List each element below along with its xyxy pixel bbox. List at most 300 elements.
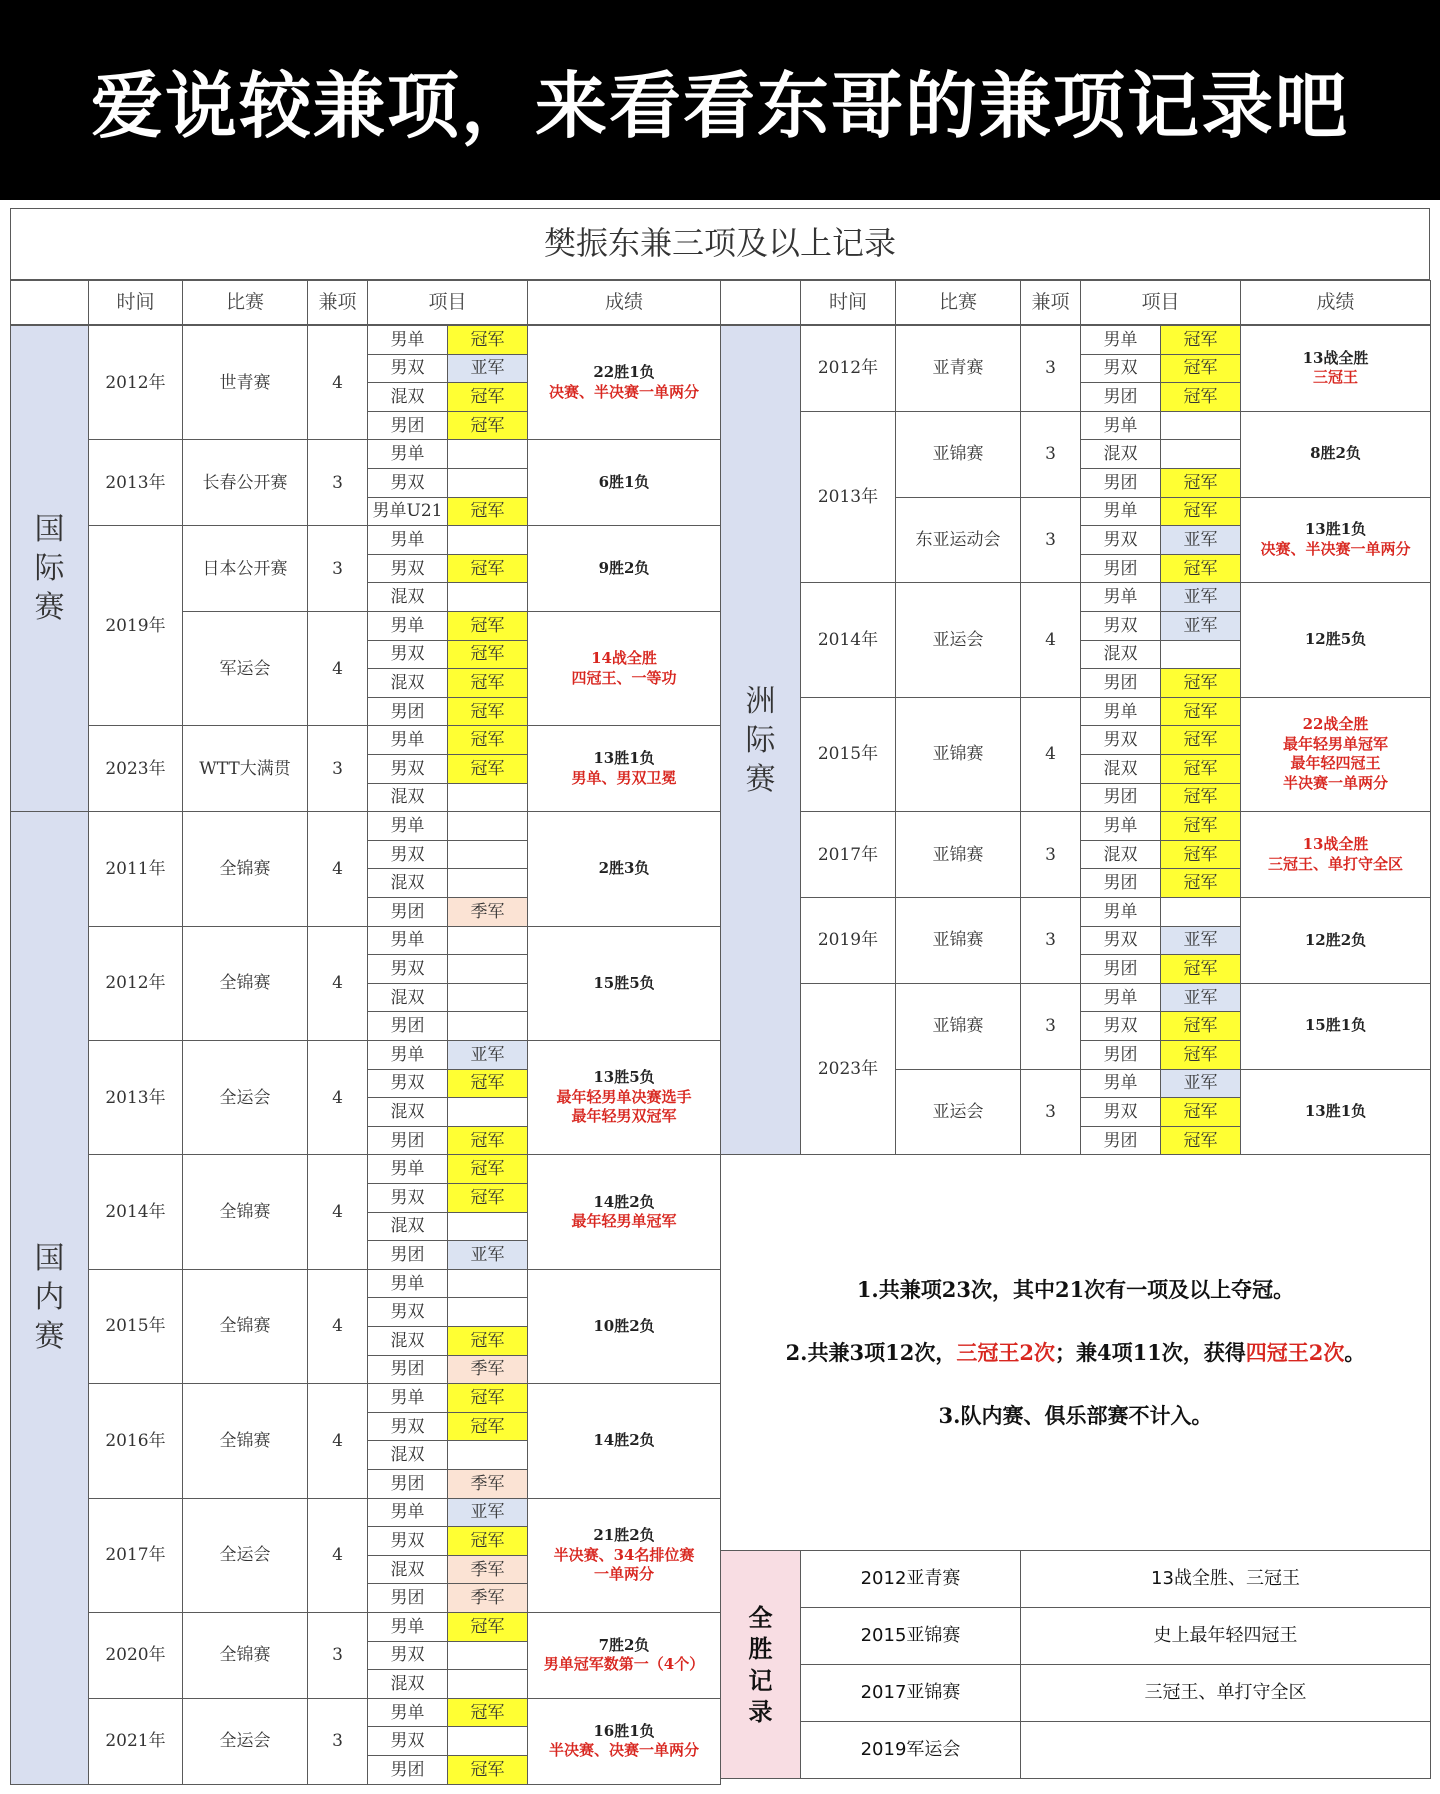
result-cell xyxy=(527,325,721,440)
medal-cell: 冠军 xyxy=(1160,1097,1241,1127)
event-name: 全运会 xyxy=(182,1040,308,1155)
medal-cell: 冠军 xyxy=(1160,668,1241,698)
section-char: 胜 xyxy=(748,1634,773,1664)
result-line: 16胜1负 xyxy=(593,1721,655,1740)
event-year: 2015年 xyxy=(88,1269,183,1384)
item-name: 混双 xyxy=(1080,640,1161,670)
medal-cell xyxy=(1160,411,1241,441)
result-line: 6胜1负 xyxy=(598,473,650,492)
event-year: 2015年 xyxy=(800,697,896,812)
event-year: 2017年 xyxy=(800,811,896,898)
medal-cell: 季军 xyxy=(447,1555,528,1585)
banner xyxy=(0,0,1440,200)
section-all-win xyxy=(720,1550,801,1779)
medal-cell: 冠军 xyxy=(447,1069,528,1099)
event-name: 全运会 xyxy=(182,1498,308,1613)
medal-cell: 冠军 xyxy=(1160,325,1241,355)
header-blank xyxy=(720,280,801,325)
summary-segment: 。 xyxy=(1344,1340,1366,1366)
record-sheet xyxy=(0,200,1440,1794)
medal-cell: 冠军 xyxy=(447,1383,528,1413)
all-win-record xyxy=(1020,1721,1431,1779)
section-char: 记 xyxy=(748,1665,773,1695)
medal-cell xyxy=(447,983,528,1013)
medal-cell xyxy=(447,1669,528,1699)
result-line: 半决赛、决赛一单两分 xyxy=(548,1741,699,1760)
summary-segment: 2.共兼3项12次， xyxy=(785,1340,957,1366)
medal-cell: 冠军 xyxy=(1160,783,1241,813)
event-year: 2016年 xyxy=(88,1383,183,1498)
result-cell xyxy=(1240,411,1431,498)
medal-cell xyxy=(447,1297,528,1327)
medal-cell: 冠军 xyxy=(1160,1040,1241,1070)
result-line: 15胜1负 xyxy=(1304,1016,1367,1035)
item-name: 男双 xyxy=(1080,611,1161,641)
item-name: 混双 xyxy=(367,983,448,1013)
all-win-record: 13战全胜、三冠王 xyxy=(1020,1550,1431,1608)
medal-cell: 冠军 xyxy=(1160,554,1241,584)
item-name: 男双 xyxy=(367,1641,448,1671)
result-line: 13战全胜 xyxy=(1302,835,1369,854)
item-count: 4 xyxy=(307,1383,368,1498)
event-name: 亚运会 xyxy=(895,1069,1021,1156)
item-name: 男单 xyxy=(367,611,448,641)
item-name: 男双 xyxy=(367,954,448,984)
medal-cell: 冠军 xyxy=(447,1154,528,1184)
medal-cell: 冠军 xyxy=(1160,725,1241,755)
medal-cell xyxy=(447,954,528,984)
section-char: 国 xyxy=(34,512,65,548)
medal-cell: 冠军 xyxy=(447,1183,528,1213)
event-name: 全锦赛 xyxy=(182,926,308,1041)
result-line: 21胜2负 xyxy=(593,1526,655,1545)
result-cell xyxy=(527,725,721,812)
medal-cell: 亚军 xyxy=(447,1040,528,1070)
result-line: 三冠王、单打守全区 xyxy=(1267,854,1403,873)
item-name: 混双 xyxy=(367,1669,448,1699)
item-count: 3 xyxy=(1020,1069,1081,1156)
item-name: 男双 xyxy=(367,640,448,670)
item-name: 混双 xyxy=(367,1555,448,1585)
result-line: 22战全胜 xyxy=(1302,715,1369,734)
result-line: 最年轻男单冠军 xyxy=(1282,734,1388,753)
event-name: 军运会 xyxy=(182,611,308,726)
medal-cell xyxy=(447,1641,528,1671)
medal-cell: 季军 xyxy=(447,1583,528,1613)
medal-cell xyxy=(447,926,528,956)
item-name: 男单 xyxy=(1080,811,1161,841)
result-cell xyxy=(527,1269,721,1384)
event-name: 全运会 xyxy=(182,1698,308,1785)
medal-cell xyxy=(447,783,528,813)
header-item: 项目 xyxy=(367,280,528,325)
result-line: 10胜2负 xyxy=(593,1316,655,1335)
item-name: 男单 xyxy=(1080,983,1161,1013)
item-count: 3 xyxy=(307,725,368,812)
medal-cell xyxy=(1160,897,1241,927)
event-year: 2023年 xyxy=(800,983,896,1156)
medal-cell xyxy=(447,840,528,870)
event-name: 全锦赛 xyxy=(182,1154,308,1269)
medal-cell xyxy=(447,1212,528,1242)
result-line: 15胜5负 xyxy=(593,973,655,992)
medal-cell xyxy=(447,811,528,841)
event-name: 亚运会 xyxy=(895,582,1021,697)
item-count: 4 xyxy=(307,1040,368,1155)
event-year: 2019年 xyxy=(800,897,896,984)
header-year: 时间 xyxy=(88,280,183,325)
item-count: 4 xyxy=(1020,582,1081,697)
result-line: 22胜1负 xyxy=(593,363,655,382)
medal-cell xyxy=(447,1726,528,1756)
medal-cell: 冠军 xyxy=(1160,840,1241,870)
result-line: 12胜2负 xyxy=(1304,930,1367,949)
medal-cell: 冠军 xyxy=(447,554,528,584)
medal-cell: 冠军 xyxy=(447,497,528,527)
item-count: 3 xyxy=(307,1698,368,1785)
summary-line xyxy=(857,1276,1294,1303)
result-cell xyxy=(527,611,721,726)
medal-cell: 冠军 xyxy=(447,1526,528,1556)
item-count: 3 xyxy=(1020,411,1081,498)
event-year: 2019年 xyxy=(88,525,183,726)
medal-cell: 冠军 xyxy=(1160,697,1241,727)
header-year: 时间 xyxy=(800,280,896,325)
item-name: 男双 xyxy=(367,1412,448,1442)
result-line: 最年轻男双冠军 xyxy=(571,1107,677,1126)
item-name: 男双 xyxy=(1080,725,1161,755)
event-name: 亚锦赛 xyxy=(895,897,1021,984)
result-line: 最年轻男单冠军 xyxy=(571,1212,677,1231)
section-char: 赛 xyxy=(745,761,776,797)
event-year: 2014年 xyxy=(88,1154,183,1269)
item-name: 混双 xyxy=(367,1326,448,1356)
event-year: 2011年 xyxy=(88,811,183,926)
item-name: 男单 xyxy=(367,926,448,956)
result-line: 男单、男双卫冕 xyxy=(571,768,677,787)
result-line: 7胜2负 xyxy=(598,1635,650,1654)
item-count: 4 xyxy=(307,1269,368,1384)
event-name: 全锦赛 xyxy=(182,811,308,926)
section-char: 赛 xyxy=(34,1319,65,1355)
item-name: 男团 xyxy=(1080,868,1161,898)
result-line: 14战全胜 xyxy=(591,649,657,668)
item-name: 男单 xyxy=(367,1612,448,1642)
item-name: 男单 xyxy=(1080,1069,1161,1099)
all-win-event: 2017亚锦赛 xyxy=(800,1664,1021,1722)
header-item: 项目 xyxy=(1080,280,1241,325)
summary-segment: ；兼4项11次，获得 xyxy=(1054,1340,1246,1366)
item-name: 男单 xyxy=(367,1154,448,1184)
item-name: 男单 xyxy=(367,1269,448,1299)
event-name: WTT大满贯 xyxy=(182,725,308,812)
event-year: 2017年 xyxy=(88,1498,183,1613)
item-count: 3 xyxy=(1020,811,1081,898)
event-name: 亚锦赛 xyxy=(895,983,1021,1070)
all-win-record: 史上最年轻四冠王 xyxy=(1020,1607,1431,1665)
item-count: 3 xyxy=(307,439,368,526)
item-name: 混双 xyxy=(1080,754,1161,784)
item-name: 男团 xyxy=(367,1469,448,1499)
event-name: 日本公开赛 xyxy=(182,525,308,612)
result-line: 最年轻四冠王 xyxy=(1290,754,1381,773)
item-name: 男单 xyxy=(1080,411,1161,441)
event-name: 长春公开赛 xyxy=(182,439,308,526)
item-name: 男团 xyxy=(367,697,448,727)
result-cell xyxy=(1240,325,1431,412)
summary-segment: 四冠王2次 xyxy=(1245,1340,1345,1366)
medal-cell: 冠军 xyxy=(1160,468,1241,498)
medal-cell xyxy=(447,1269,528,1299)
item-name: 男双 xyxy=(367,840,448,870)
medal-cell xyxy=(447,582,528,612)
item-name: 混双 xyxy=(367,1440,448,1470)
item-name: 男双 xyxy=(367,1297,448,1327)
result-cell xyxy=(1240,697,1431,812)
item-name: 男双 xyxy=(367,354,448,384)
event-name: 亚青赛 xyxy=(895,325,1021,412)
result-cell xyxy=(527,1040,721,1155)
section-char: 际 xyxy=(745,722,776,758)
medal-cell: 亚军 xyxy=(1160,525,1241,555)
item-name: 男双 xyxy=(367,1069,448,1099)
result-cell xyxy=(527,811,721,926)
summary-segment: 三冠王2次 xyxy=(956,1340,1055,1366)
result-line: 14胜2负 xyxy=(593,1192,655,1211)
medal-cell: 冠军 xyxy=(447,1326,528,1356)
all-win-event: 2019军运会 xyxy=(800,1721,1021,1779)
event-name: 全锦赛 xyxy=(182,1383,308,1498)
item-count: 4 xyxy=(307,926,368,1041)
medal-cell: 冠军 xyxy=(447,725,528,755)
item-name: 男团 xyxy=(367,1240,448,1270)
result-cell xyxy=(527,525,721,612)
item-name: 男团 xyxy=(367,1126,448,1156)
item-count: 4 xyxy=(307,325,368,440)
medal-cell: 冠军 xyxy=(447,325,528,355)
item-name: 男单 xyxy=(367,1040,448,1070)
result-cell xyxy=(1240,1069,1431,1156)
medal-cell: 季军 xyxy=(447,1355,528,1385)
section-char: 赛 xyxy=(34,590,65,626)
result-line: 13胜1负 xyxy=(1304,1102,1367,1121)
event-name: 世青赛 xyxy=(182,325,308,440)
header-blank xyxy=(10,280,89,325)
medal-cell: 季军 xyxy=(447,1469,528,1499)
medal-cell: 冠军 xyxy=(447,754,528,784)
medal-cell: 冠军 xyxy=(1160,868,1241,898)
medal-cell xyxy=(447,1097,528,1127)
result-line: 男单冠军数第一（4个） xyxy=(543,1655,705,1674)
item-name: 男单 xyxy=(1080,697,1161,727)
header-res: 成绩 xyxy=(527,280,721,325)
result-line: 13胜5负 xyxy=(593,1068,655,1087)
result-line: 12胜5负 xyxy=(1304,630,1367,649)
item-name: 男双 xyxy=(1080,354,1161,384)
header-ev: 比赛 xyxy=(182,280,308,325)
header-ev: 比赛 xyxy=(895,280,1021,325)
medal-cell: 亚军 xyxy=(1160,582,1241,612)
result-cell xyxy=(1240,582,1431,697)
result-cell xyxy=(527,1383,721,1498)
result-line: 8胜2负 xyxy=(1310,444,1361,463)
item-count: 3 xyxy=(307,525,368,612)
result-line: 决赛、半决赛一单两分 xyxy=(548,382,699,401)
event-year: 2013年 xyxy=(800,411,896,584)
item-name: 混双 xyxy=(367,868,448,898)
item-name: 男团 xyxy=(367,897,448,927)
result-cell xyxy=(527,1612,721,1699)
medal-cell: 冠军 xyxy=(447,1698,528,1728)
medal-cell: 冠军 xyxy=(447,411,528,441)
medal-cell: 亚军 xyxy=(447,354,528,384)
item-name: 男双 xyxy=(367,1726,448,1756)
result-line: 半决赛一单两分 xyxy=(1282,773,1388,792)
section-char: 内 xyxy=(34,1280,65,1316)
item-name: 男双 xyxy=(367,754,448,784)
medal-cell: 冠军 xyxy=(447,1126,528,1156)
item-name: 混双 xyxy=(1080,439,1161,469)
item-name: 男双 xyxy=(1080,1011,1161,1041)
item-name: 男团 xyxy=(1080,783,1161,813)
medal-cell xyxy=(447,525,528,555)
result-line: 一单两分 xyxy=(593,1565,654,1584)
item-count: 4 xyxy=(307,1498,368,1613)
item-name: 男单 xyxy=(367,1498,448,1528)
event-year: 2012年 xyxy=(88,926,183,1041)
section-char: 录 xyxy=(748,1696,773,1726)
event-year: 2014年 xyxy=(800,582,896,697)
result-line: 2胜3负 xyxy=(598,859,650,878)
medal-cell: 冠军 xyxy=(1160,1126,1241,1156)
result-cell xyxy=(1240,811,1431,898)
medal-cell: 冠军 xyxy=(447,697,528,727)
item-name: 男双 xyxy=(1080,525,1161,555)
medal-cell: 冠军 xyxy=(1160,382,1241,412)
medal-cell xyxy=(1160,640,1241,670)
result-cell xyxy=(527,926,721,1041)
medal-cell: 冠军 xyxy=(447,1755,528,1785)
item-name: 男团 xyxy=(1080,668,1161,698)
item-name: 混双 xyxy=(367,668,448,698)
result-line: 13胜1负 xyxy=(1304,520,1367,539)
item-count: 4 xyxy=(307,611,368,726)
header-cnt: 兼项 xyxy=(1020,280,1081,325)
event-year: 2013年 xyxy=(88,439,183,526)
event-year: 2021年 xyxy=(88,1698,183,1785)
item-name: 男单 xyxy=(367,811,448,841)
medal-cell: 冠军 xyxy=(447,640,528,670)
medal-cell: 冠军 xyxy=(1160,754,1241,784)
item-count: 3 xyxy=(1020,325,1081,412)
banner-title: 爱说较兼项，来看看东哥的兼项记录吧 xyxy=(90,64,1349,148)
result-cell xyxy=(1240,897,1431,984)
result-cell xyxy=(527,1498,721,1613)
result-line: 决赛、半决赛一单两分 xyxy=(1260,539,1411,558)
medal-cell: 亚军 xyxy=(1160,926,1241,956)
event-year: 2013年 xyxy=(88,1040,183,1155)
medal-cell: 亚军 xyxy=(447,1498,528,1528)
medal-cell: 冠军 xyxy=(447,1412,528,1442)
result-cell xyxy=(1240,983,1431,1070)
section-char: 国 xyxy=(34,1241,65,1277)
medal-cell: 冠军 xyxy=(447,382,528,412)
item-name: 男单 xyxy=(1080,497,1161,527)
item-name: 男团 xyxy=(1080,554,1161,584)
medal-cell: 亚军 xyxy=(1160,983,1241,1013)
summary-segment: 3.队内赛、俱乐部赛不计入。 xyxy=(938,1403,1213,1429)
item-name: 男双 xyxy=(367,1526,448,1556)
item-name: 男团 xyxy=(1080,382,1161,412)
medal-cell: 冠军 xyxy=(447,1612,528,1642)
item-name: 男双 xyxy=(1080,926,1161,956)
item-name: 混双 xyxy=(367,382,448,412)
medal-cell: 亚军 xyxy=(1160,1069,1241,1099)
item-name: 男双 xyxy=(367,554,448,584)
item-name: 男单 xyxy=(1080,582,1161,612)
item-name: 男单 xyxy=(367,325,448,355)
event-name: 亚锦赛 xyxy=(895,811,1021,898)
item-name: 男团 xyxy=(1080,954,1161,984)
all-win-record: 三冠王、单打守全区 xyxy=(1020,1664,1431,1722)
event-year: 2020年 xyxy=(88,1612,183,1699)
item-name: 男单 xyxy=(367,725,448,755)
item-name: 男单 xyxy=(1080,897,1161,927)
medal-cell xyxy=(447,1011,528,1041)
result-line: 13战全胜 xyxy=(1302,348,1369,367)
summary-line xyxy=(786,1339,1366,1366)
item-name: 男团 xyxy=(367,1011,448,1041)
medal-cell: 亚军 xyxy=(1160,611,1241,641)
result-cell xyxy=(527,439,721,526)
medal-cell xyxy=(447,1440,528,1470)
medal-cell: 冠军 xyxy=(1160,954,1241,984)
medal-cell xyxy=(447,439,528,469)
item-count: 3 xyxy=(307,1612,368,1699)
summary-notes xyxy=(720,1154,1431,1551)
item-name: 男团 xyxy=(367,411,448,441)
section-char: 洲 xyxy=(745,683,776,719)
item-name: 混双 xyxy=(1080,840,1161,870)
item-count: 3 xyxy=(1020,897,1081,984)
header-cnt: 兼项 xyxy=(307,280,368,325)
event-name: 全锦赛 xyxy=(182,1612,308,1699)
item-name: 男双 xyxy=(367,1183,448,1213)
section-domestic xyxy=(10,811,89,1784)
event-year: 2023年 xyxy=(88,725,183,812)
header-res: 成绩 xyxy=(1240,280,1431,325)
item-name: 男团 xyxy=(1080,1040,1161,1070)
event-name: 亚锦赛 xyxy=(895,697,1021,812)
section-continental xyxy=(720,325,801,1155)
item-name: 男团 xyxy=(367,1355,448,1385)
event-year: 2012年 xyxy=(800,325,896,412)
result-line: 13胜1负 xyxy=(593,749,655,768)
result-cell xyxy=(527,1698,721,1785)
medal-cell: 冠军 xyxy=(1160,811,1241,841)
item-name: 男单 xyxy=(367,1383,448,1413)
item-name: 男双 xyxy=(1080,1097,1161,1127)
item-name: 男单 xyxy=(367,1698,448,1728)
item-name: 男单 xyxy=(367,525,448,555)
item-name: 混双 xyxy=(367,582,448,612)
table-title: 樊振东兼三项及以上记录 xyxy=(10,208,1430,280)
item-count: 3 xyxy=(1020,983,1081,1070)
item-count: 3 xyxy=(1020,497,1081,584)
medal-cell: 冠军 xyxy=(1160,1011,1241,1041)
item-name: 男单 xyxy=(1080,325,1161,355)
summary-segment: 1.共兼项23次，其中21次有一项及以上夺冠。 xyxy=(856,1276,1295,1302)
